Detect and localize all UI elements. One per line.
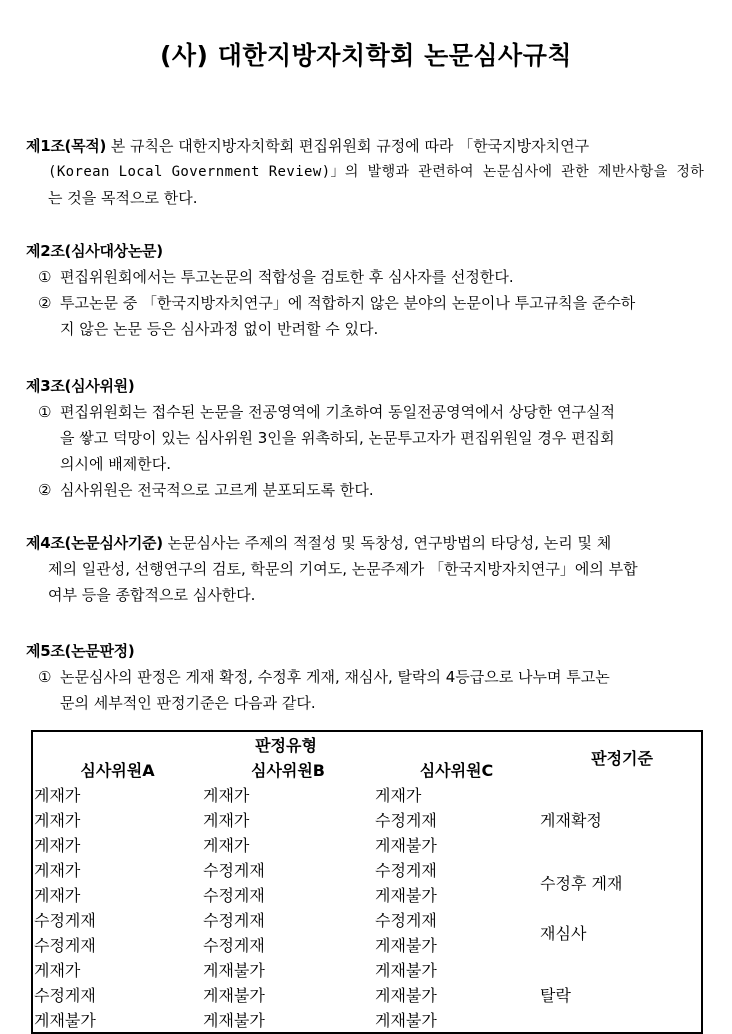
cell-reviewer-c: 게재불가 (375, 886, 437, 905)
article-3-item-1-line-3: 의시에 배제한다. (60, 455, 171, 473)
table-header (33, 732, 705, 782)
article-3-item-2-line-1: 심사위원은 전국적으로 고르게 분포되도록 한다. (60, 481, 374, 499)
table-group-header-judgement-type: 판정유형 (255, 736, 317, 755)
cell-reviewer-a: 게재가 (34, 886, 81, 905)
article-2-heading (26, 238, 706, 264)
article-4-label: 제4조(논문심사기준) (26, 534, 163, 552)
cell-reviewer-a: 게재가 (34, 811, 81, 830)
article-5-item-1-line-2: 문의 세부적인 판정기준은 다음과 같다. (60, 694, 316, 712)
cell-reviewer-b: 수정게재 (203, 886, 265, 905)
article-2-label: 제2조(심사대상논문) (26, 242, 163, 260)
article-2-item-1 (38, 264, 706, 290)
article-3-label: 제3조(심사위원) (26, 377, 135, 395)
table-row (33, 957, 705, 982)
judgement-criteria-table-wrapper (31, 730, 703, 1034)
article-3-item-2 (38, 477, 706, 503)
article-1-line-1: 본 규칙은 대한지방자치학회 편집위원회 규정에 따라 「한국지방자치연구 (110, 137, 590, 155)
table-row (33, 782, 705, 807)
article-4-first-line (26, 530, 706, 556)
article-4-line-2: 제의 일관성, 선행연구의 검토, 학문의 기여도, 논문주제가 「한국지방자치연구」에의 부합 (48, 560, 638, 578)
table-row (33, 857, 705, 882)
table-row (33, 907, 705, 932)
page-title: (사) 대한지방자치학회 논문심사규칙 (159, 41, 572, 70)
cell-reviewer-a: 수정게재 (34, 936, 96, 955)
cell-criteria: 재심사 (540, 923, 587, 943)
cell-reviewer-a: 게재가 (34, 961, 81, 980)
cell-reviewer-b: 수정게재 (203, 936, 265, 955)
list-marker: ② (38, 294, 52, 312)
article-2 (26, 238, 706, 342)
cell-criteria: 게재확정 (540, 811, 602, 830)
list-marker: ① (38, 668, 52, 686)
article-1-label: 제1조(목적) (26, 137, 107, 155)
cell-reviewer-a: 게재가 (34, 786, 81, 805)
article-4 (26, 530, 706, 608)
article-1-line-2: (Korean Local Government Review)」의 발행과 관련하여 논문심사에 관한 제반사항을 정하 (48, 164, 705, 180)
table-header-reviewer-b: 심사위원B (250, 761, 326, 780)
article-3-heading (26, 373, 706, 399)
article-1 (26, 133, 706, 211)
cell-reviewer-c: 게재불가 (375, 836, 437, 855)
cell-reviewer-a: 게재가 (34, 836, 81, 855)
list-marker: ① (38, 403, 52, 421)
article-4-line-1: 논문심사는 주제의 적절성 및 독창성, 연구방법의 타당성, 논리 및 체 (167, 534, 612, 552)
article-2-item-2 (38, 290, 706, 342)
article-4-line-3: 여부 등을 종합적으로 심사한다. (48, 586, 256, 604)
cell-reviewer-a: 수정게재 (34, 911, 96, 930)
cell-criteria: 탈락 (540, 986, 571, 1005)
cell-reviewer-b: 수정게재 (203, 911, 265, 930)
cell-reviewer-c: 게재불가 (375, 1011, 437, 1030)
cell-reviewer-b: 수정게재 (203, 861, 265, 880)
article-5-label: 제5조(논문판정) (26, 642, 135, 660)
table-header-row-group (33, 732, 705, 757)
cell-reviewer-a: 게재가 (34, 861, 81, 880)
cell-reviewer-a: 수정게재 (34, 986, 96, 1005)
cell-reviewer-c: 게재불가 (375, 961, 437, 980)
article-3-item-1 (38, 399, 706, 477)
cell-reviewer-b: 게재가 (203, 786, 250, 805)
cell-criteria: 수정후 게재 (540, 873, 623, 893)
cell-reviewer-c: 게재불가 (375, 986, 437, 1005)
list-marker: ① (38, 268, 52, 286)
article-5-heading (26, 638, 706, 664)
cell-reviewer-b: 게재불가 (203, 986, 265, 1005)
cell-reviewer-a: 게재불가 (34, 1011, 96, 1030)
article-1-first-line (26, 133, 706, 159)
article-3-item-1-line-1: 편집위원회는 접수된 논문을 전공영역에 기초하여 동일전공영역에서 상당한 연구실적 (60, 403, 616, 421)
article-2-item-2-line-1: 투고논문 중 「한국지방자치연구」에 적합하지 않은 분야의 논문이나 투고규칙을 준수하 (60, 294, 636, 312)
cell-reviewer-b: 게재불가 (203, 961, 265, 980)
cell-reviewer-c: 수정게재 (375, 911, 437, 930)
article-5-item-1-line-1: 논문심사의 판정은 게재 확정, 수정후 게재, 재심사, 탈락의 4등급으로 나누며 투고논 (60, 668, 610, 686)
cell-reviewer-b: 게재가 (203, 811, 250, 830)
article-2-item-1-line-1: 편집위원회에서는 투고논문의 적합성을 검토한 후 심사자를 선정한다. (60, 268, 514, 286)
table-header-reviewer-a: 심사위원A (80, 761, 155, 780)
list-marker: ② (38, 481, 52, 499)
cell-reviewer-c: 수정게재 (375, 811, 437, 830)
table-body (33, 782, 705, 1032)
cell-reviewer-b: 게재불가 (203, 1011, 265, 1030)
table-header-reviewer-c: 심사위원C (419, 761, 494, 780)
cell-reviewer-b: 게재가 (203, 836, 250, 855)
table-header-criteria: 판정기준 (591, 748, 653, 768)
article-3 (26, 373, 706, 503)
judgement-criteria-table (33, 732, 705, 1032)
article-3-item-1-line-2: 을 쌓고 덕망이 있는 심사위원 3인을 위촉하되, 논문투고자가 편집위원일 경우 편집회 (60, 429, 615, 447)
cell-reviewer-c: 수정게재 (375, 861, 437, 880)
cell-reviewer-c: 게재불가 (375, 936, 437, 955)
cell-reviewer-c: 게재가 (375, 786, 422, 805)
article-5-item-1 (38, 664, 706, 716)
article-1-line-3: 는 것을 목적으로 한다. (48, 189, 198, 207)
article-2-item-2-line-2: 지 않은 논문 등은 심사과정 없이 반려할 수 있다. (60, 320, 379, 338)
article-5 (26, 638, 706, 716)
